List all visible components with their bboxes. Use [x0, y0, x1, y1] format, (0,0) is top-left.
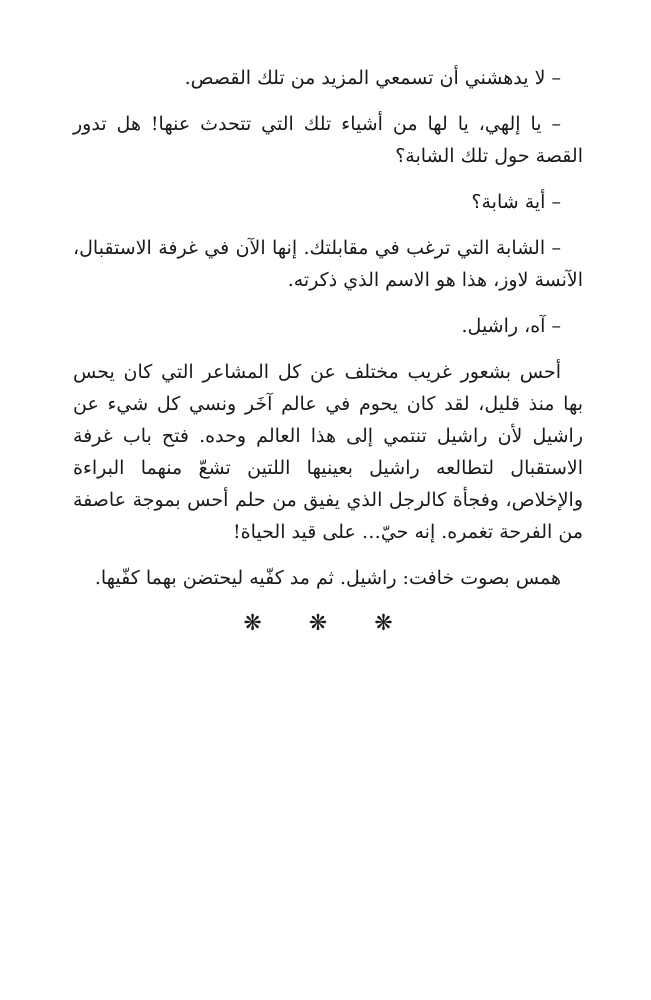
paragraph-6: أحس بشعور غريب مختلف عن كل المشاعر التي كان يحس بها منذ قليل، لقد كان يحوم في عالم آخَر ونسي كل شيء عن راشيل لأن راشيل تنتمي إلى هذا العالم وحده. فتح باب غرفة الاستقبال لتطالعه راشيل بعينيها اللتين تشعّ منهما البراءة والإخلاص، وفجأة كالرجل الذي يفيق من حلم أحس بموجة عاصفة من الفرحة تغمره. إنه حيّ… على قيد الحياة!	[73, 361, 583, 543]
paragraph-4: – الشابة التي ترغب في مقابلتك. إنها الآن في غرفة الاستقبال، الآنسة لاوز، هذا هو الاسم الذي ذكرته.	[73, 237, 583, 291]
paragraph-1: – لا يدهشني أن تسمعي المزيد من تلك القصص.	[184, 67, 561, 89]
asterism-glyph-2: ❋	[308, 611, 348, 636]
paragraph-7: همس بصوت خافت: راشيل. ثم مد كفّيه ليحتضن بهما كفّيها.	[94, 567, 561, 589]
paragraph-2: – يا إلهي، يا لها من أشياء تلك التي تتحدث عنها! هل تدور القصة حول تلك الشابة؟	[73, 113, 583, 167]
paragraph-5: – آه، راشيل.	[461, 315, 561, 337]
section-separator	[73, 608, 583, 640]
paragraph-3: – أية شابة؟	[471, 191, 561, 213]
asterism-glyph-3: ❋	[374, 611, 413, 636]
asterism-glyph-1: ❋	[243, 611, 282, 636]
book-page	[73, 62, 583, 640]
